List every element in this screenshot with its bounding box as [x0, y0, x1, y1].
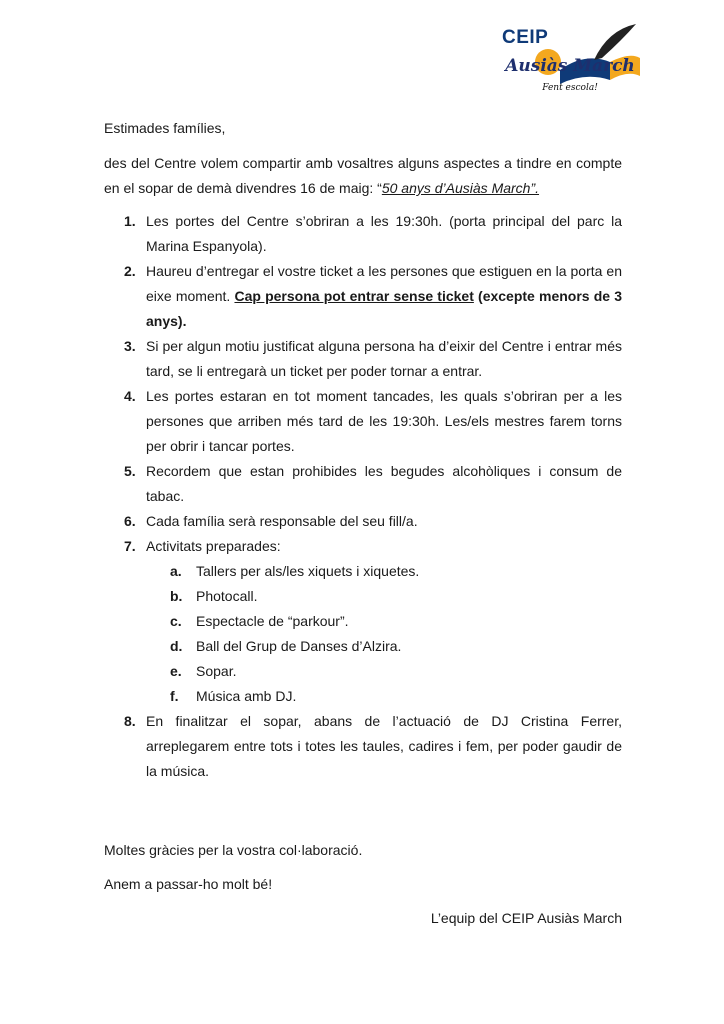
list-item	[104, 459, 622, 509]
activity-text: Ball del Grup de Danses d’Alzira.	[196, 638, 402, 654]
closing-line: Anem a passar-ho molt bé!	[104, 876, 273, 892]
activity-item	[146, 659, 622, 684]
item-emphasis: Cap persona pot entrar sense ticket	[234, 288, 474, 304]
activity-text: Música amb DJ.	[196, 688, 297, 704]
item-text: Les portes estaran en tot moment tancades, les quals s’obriran per a les persones que arriben més tard de les 19:30h. Les/els mestres farem torns per obrir i tancar portes.	[146, 388, 622, 454]
list-item	[104, 209, 622, 259]
event-name: 50 anys d’Ausiàs March”.	[381, 180, 540, 196]
item-number: 5.	[124, 463, 136, 479]
list-item	[104, 334, 622, 384]
signature: L’equip del CEIP Ausiàs March	[430, 910, 622, 926]
item-text: Les portes del Centre s’obriran a les 19:30h. (porta principal del parc la Marina Espanyola).	[146, 213, 622, 254]
quill-icon	[594, 24, 636, 60]
activity-letter: c.	[170, 613, 182, 629]
logo-motto: Fent escola!	[542, 83, 598, 93]
activities-list	[146, 559, 622, 709]
item-text: Haureu d’entregar el vostre ticket a les persones que estiguen en la porta en eixe moment.	[146, 263, 622, 304]
activity-text: Photocall.	[196, 588, 258, 604]
activity-letter: e.	[170, 663, 182, 679]
logo-ceip-text: CEIP	[502, 27, 549, 48]
list-item	[104, 259, 622, 334]
item-text: En finalitzar el sopar, abans de l’actuació de DJ Cristina Ferrer, arreplegarem entre tots i totes les taules, cadires i fem, per poder gaudir de la música.	[146, 713, 622, 779]
item-number: 8.	[124, 713, 136, 729]
list-item	[104, 709, 622, 784]
item-text: Si per algun motiu justificat alguna persona ha d’eixir del Centre i entrar més tard, se li entregarà un ticket per poder tornar a entrar.	[146, 338, 622, 379]
letter-body	[104, 116, 622, 931]
activity-item	[146, 584, 622, 609]
activity-item	[146, 634, 622, 659]
item-number: 1.	[124, 213, 136, 229]
activity-letter: f.	[170, 688, 179, 704]
instructions-list	[104, 209, 622, 784]
item-number: 3.	[124, 338, 136, 354]
item-number: 7.	[124, 538, 136, 554]
list-item	[104, 534, 622, 709]
logo-school-name: Ausiàs March	[505, 56, 635, 76]
item-number: 6.	[124, 513, 136, 529]
item-text: Cada família serà responsable del seu fill/a.	[146, 513, 418, 529]
activity-letter: b.	[170, 588, 183, 604]
item-text: Activitats preparades:	[146, 538, 281, 554]
activity-text: Espectacle de “parkour”.	[196, 613, 349, 629]
activity-letter: a.	[170, 563, 182, 579]
item-number: 4.	[124, 388, 136, 404]
item-emphasis-tail: (excepte menors de 3 anys).	[146, 288, 622, 329]
intro-text: des del Centre volem compartir amb vosaltres alguns aspectes a tindre en compte en el sopar de demà divendres 16 de maig: “	[104, 155, 622, 196]
thanks-line: Moltes gràcies per la vostra col·laboració.	[104, 842, 363, 858]
activity-item	[146, 559, 622, 584]
activity-item	[146, 684, 622, 709]
activity-item	[146, 609, 622, 634]
item-text: Recordem que estan prohibides les begudes alcohòliques i consum de tabac.	[146, 463, 622, 504]
list-item	[104, 509, 622, 534]
intro-paragraph	[104, 151, 622, 201]
item-number: 2.	[124, 263, 136, 279]
activity-letter: d.	[170, 638, 183, 654]
school-logo	[490, 22, 650, 102]
greeting: Estimades famílies,	[104, 120, 226, 136]
list-item	[104, 384, 622, 459]
activity-text: Tallers per als/les xiquets i xiquetes.	[196, 563, 420, 579]
activity-text: Sopar.	[196, 663, 237, 679]
